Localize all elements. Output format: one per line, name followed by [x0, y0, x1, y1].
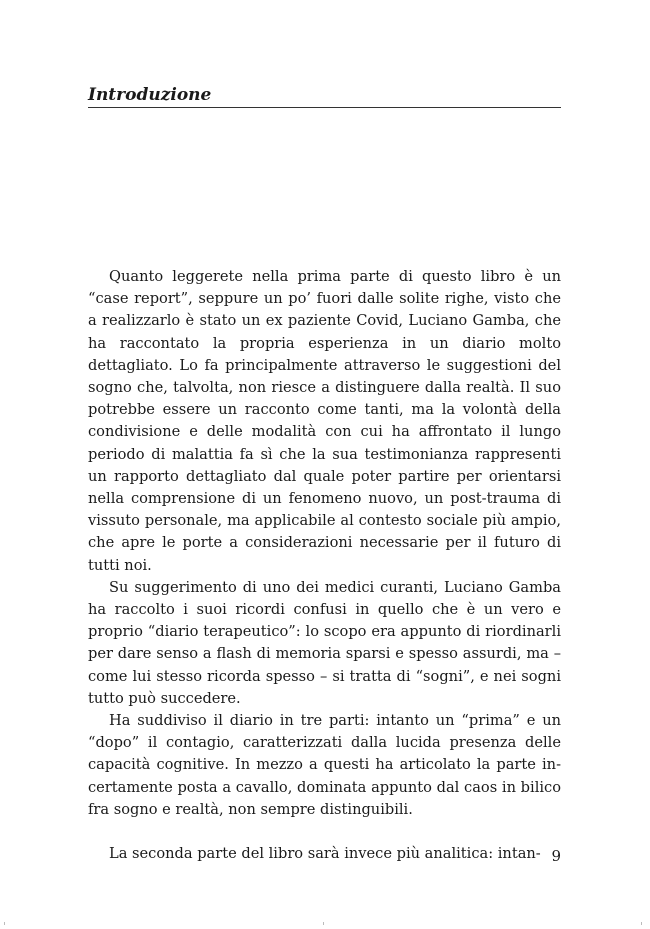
paragraph-spacer [88, 821, 561, 843]
header-rule [88, 107, 561, 108]
page-number: 9 [551, 847, 561, 865]
paragraph-2: Su suggerimento di uno dei medici curanti, Luciano Gamba ha raccolto i suoi ricordi confusi in quello che è un vero e proprio “diario terapeutico”: lo scopo era appunto di riordinarli per dare senso a flash di memoria sparsi e spesso assurdi, ma – come lui stesso ricorda spesso – si tratta di “sogni”, e nei sogni tutto può succedere. [88, 578, 561, 707]
paragraph-4: La seconda parte del libro sarà invece più analitica: intan- [109, 845, 541, 863]
paragraph-1: Quanto leggerete nella prima parte di questo libro è un “case report”, seppure un po’ fuori dalle solite righe, visto che a realizzarlo è stato un ex paziente Covid, Luciano Gamba, che ha raccontato la propria esperienza in un diario molto dettagliato. Lo fa principalmente attraverso le suggestioni del sogno che, talvolta, non riesce a distinguere dalla realtà. Il suo potrebbe essere un racconto come tanti, ma la volontà della condivisione e delle modalità con cui ha affrontato il lungo periodo di malattia fa sì che la sua testimonianza rappresenti un rapporto dettagliato dal quale poter partire per orientarsi nella comprensione di un fenomeno nuovo, un post-trauma di vissuto personale, ma applicabile al contesto sociale più ampio, che apre le porte a considerazioni necessarie per il futuro di tutti noi. [88, 268, 561, 574]
scan-mark-center [323, 922, 324, 925]
body-text [88, 266, 561, 865]
scan-mark-right [641, 922, 642, 925]
paragraph-3: Ha suddiviso il diario in tre parti: intanto un “prima” e un “dopo” il contagio, caratterizzati dalla lucida presenza delle capacità cognitive. In mezzo a questi ha articolato la parte incertamente posta a cavallo, dominata appunto dal caos in bilico fra sogno e realtà, non sempre distinguibili. [88, 712, 561, 818]
running-head-title: Introduzione [88, 85, 212, 105]
scan-mark-left [4, 922, 5, 925]
